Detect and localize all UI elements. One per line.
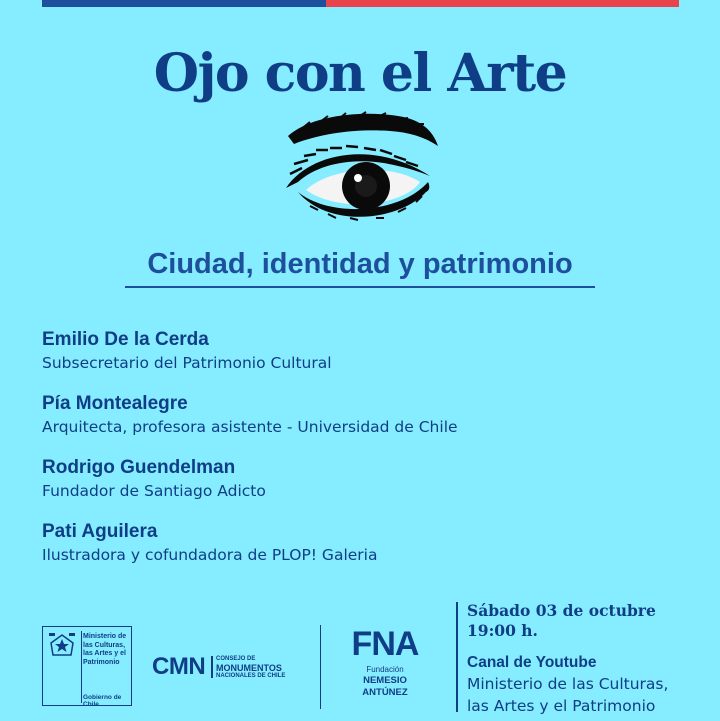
speaker-item — [42, 520, 682, 584]
ministerio-line: las Artes y el — [83, 650, 126, 657]
flag-bar — [42, 0, 679, 7]
speaker-name: Rodrigo Guendelman — [42, 457, 236, 478]
logo-divider — [81, 631, 82, 703]
cmn-separator — [211, 656, 213, 678]
ministerio-logo — [42, 626, 132, 706]
logo-divider — [320, 625, 321, 709]
event-date: Sábado 03 de octubre — [467, 601, 656, 620]
event-divider — [456, 602, 458, 712]
fna-logo — [345, 626, 425, 711]
ministerio-line: Ministerio de — [83, 633, 127, 640]
chile-seal-icon — [47, 631, 77, 659]
page-title: Ojo con el Arte — [153, 43, 567, 104]
event-info — [467, 601, 717, 717]
speaker-item — [42, 392, 682, 456]
fna-name: ANTÚNEZ — [362, 687, 408, 698]
speaker-name: Emilio De la Cerda — [42, 329, 209, 350]
flag-bar-blue — [42, 0, 326, 7]
gobierno-text: Gobierno de Chile — [83, 694, 122, 708]
speaker-role: Arquitecta, profesora asistente - Universidad de Chile — [42, 418, 458, 436]
fna-name: NEMESIO — [363, 675, 407, 686]
event-institution: las Artes y el Patrimonio — [467, 697, 656, 715]
cmn-line: NACIONALES DE CHILE — [216, 673, 286, 679]
event-institution: Ministerio de las Culturas, — [467, 675, 669, 693]
speakers-list — [42, 328, 682, 584]
subtitle: Ciudad, identidad y patrimonio — [147, 248, 573, 280]
event-channel: Canal de Youtube — [467, 654, 597, 671]
speaker-item — [42, 328, 682, 392]
speaker-role: Fundador de Santiago Adicto — [42, 482, 266, 500]
ministerio-line: Patrimonio — [83, 658, 120, 666]
ministerio-line: las Culturas, — [83, 641, 126, 649]
cmn-line: CONSEJO DE — [216, 656, 256, 662]
speaker-name: Pati Aguilera — [42, 521, 158, 542]
subtitle-underline — [125, 286, 595, 288]
cmn-line: MONUMENTOS — [216, 663, 282, 673]
speaker-role: Subsecretario del Patrimonio Cultural — [42, 354, 332, 372]
flag-bar-red — [326, 0, 679, 7]
fna-acronym: FNA — [351, 625, 419, 663]
ministerio-text — [83, 633, 131, 667]
speaker-item — [42, 456, 682, 520]
cmn-acronym: CMN — [152, 653, 206, 680]
fna-fundacion: Fundación — [366, 665, 404, 674]
speaker-name: Pía Montealegre — [42, 393, 188, 414]
event-time: 19:00 h. — [467, 621, 538, 640]
speaker-role: Ilustradora y cofundadora de PLOP! Galeria — [42, 546, 378, 564]
eye-icon — [280, 110, 440, 228]
